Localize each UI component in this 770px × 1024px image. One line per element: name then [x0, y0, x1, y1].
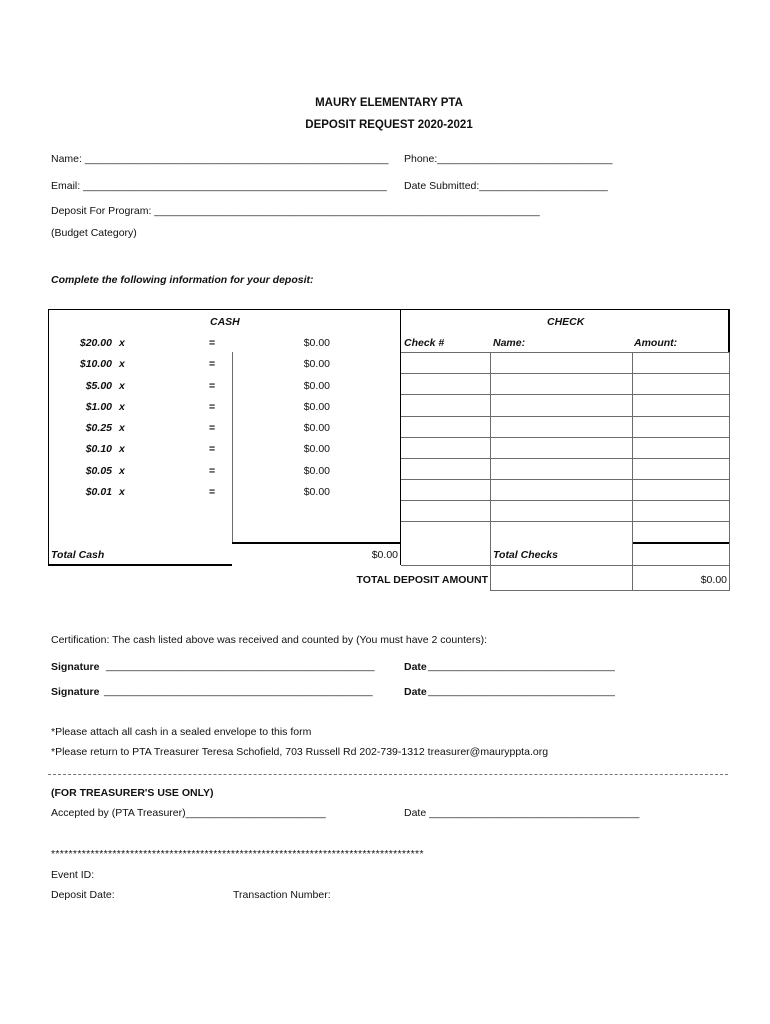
- total-deposit-value: $0.00: [700, 574, 727, 586]
- cash-amount[interactable]: $0.00: [303, 443, 330, 455]
- cash-denomination: $20.00: [79, 337, 112, 349]
- budget-category-label: (Budget Category): [51, 227, 137, 239]
- multiply-sign: x: [119, 337, 125, 349]
- signature-1-label: Signature: [51, 661, 100, 673]
- signature-1-line[interactable]: ______________________________________________: [106, 660, 375, 672]
- date-1-line[interactable]: ________________________________: [428, 660, 615, 672]
- cash-header: CASH: [210, 316, 240, 328]
- cash-amount[interactable]: $0.00: [303, 358, 330, 370]
- total-cash-label: Total Cash: [51, 549, 105, 561]
- equals-sign: =: [209, 465, 216, 477]
- equals-sign: =: [209, 443, 216, 455]
- treasurer-heading: (FOR TREASURER'S USE ONLY): [51, 787, 214, 799]
- accepted-by-field[interactable]: Accepted by (PTA Treasurer)________________________: [51, 807, 326, 819]
- cash-denomination: $10.00: [79, 358, 112, 370]
- cash-amount[interactable]: $0.00: [303, 337, 330, 349]
- signature-2-line[interactable]: ______________________________________________: [104, 685, 373, 697]
- email-field[interactable]: Email: ____________________________________________________: [51, 180, 387, 192]
- deposit-date-label: Deposit Date:: [51, 889, 115, 901]
- equals-sign: =: [209, 422, 216, 434]
- check-header: CHECK: [547, 316, 585, 328]
- total-checks-label: Total Checks: [493, 549, 558, 561]
- cash-amount[interactable]: $0.00: [303, 465, 330, 477]
- multiply-sign: x: [119, 465, 125, 477]
- check-number-header: Check #: [404, 337, 445, 349]
- cash-denomination: $0.10: [85, 443, 112, 455]
- attach-note: *Please attach all cash in a sealed envelope to this form: [51, 726, 312, 738]
- instructions: Complete the following information for your deposit:: [51, 274, 314, 286]
- check-name-header: Name:: [493, 337, 526, 349]
- phone-field[interactable]: Phone:______________________________: [404, 153, 613, 165]
- date-2-label: Date: [404, 686, 427, 698]
- cash-denomination: $0.01: [85, 486, 112, 498]
- form-title: DEPOSIT REQUEST 2020-2021: [305, 119, 473, 131]
- multiply-sign: x: [119, 358, 125, 370]
- multiply-sign: x: [119, 422, 125, 434]
- cash-amount[interactable]: $0.00: [303, 380, 330, 392]
- cash-amount[interactable]: $0.00: [303, 401, 330, 413]
- date-submitted-field[interactable]: Date Submitted:______________________: [404, 180, 608, 192]
- transaction-number-label: Transaction Number:: [233, 889, 331, 901]
- cash-denomination: $0.05: [85, 465, 112, 477]
- multiply-sign: x: [119, 401, 125, 413]
- multiply-sign: x: [119, 486, 125, 498]
- date-1-label: Date: [404, 661, 427, 673]
- equals-sign: =: [209, 486, 216, 498]
- signature-2-label: Signature: [51, 686, 100, 698]
- cash-denomination: $5.00: [85, 380, 112, 392]
- equals-sign: =: [209, 337, 216, 349]
- equals-sign: =: [209, 401, 216, 413]
- return-note: *Please return to PTA Treasurer Teresa Schofield, 703 Russell Rd 202-739-1312 treasurer@mauryppta.org: [51, 746, 549, 758]
- org-title: MAURY ELEMENTARY PTA: [315, 97, 463, 109]
- cash-amount[interactable]: $0.00: [303, 422, 330, 434]
- treasurer-date-field[interactable]: Date ____________________________________: [404, 807, 640, 819]
- certification-text: Certification: The cash listed above was received and counted by (You must have 2 counters):: [51, 634, 487, 646]
- star-divider: *************************************************************************************: [51, 848, 424, 860]
- date-2-line[interactable]: ________________________________: [428, 685, 615, 697]
- cash-denomination: $0.25: [85, 422, 112, 434]
- multiply-sign: x: [119, 380, 125, 392]
- program-field[interactable]: Deposit For Program: __________________________________________________________________: [51, 205, 540, 217]
- cash-denomination: $1.00: [85, 401, 112, 413]
- multiply-sign: x: [119, 443, 125, 455]
- equals-sign: =: [209, 380, 216, 392]
- name-field[interactable]: Name: ____________________________________________________: [51, 153, 389, 165]
- cut-line-divider: [48, 774, 728, 775]
- cash-amount[interactable]: $0.00: [303, 486, 330, 498]
- check-amount-header: Amount:: [634, 337, 678, 349]
- equals-sign: =: [209, 358, 216, 370]
- event-id-label: Event ID:: [51, 869, 95, 881]
- total-deposit-label: TOTAL DEPOSIT AMOUNT: [356, 574, 488, 586]
- total-cash-value: $0.00: [371, 549, 398, 561]
